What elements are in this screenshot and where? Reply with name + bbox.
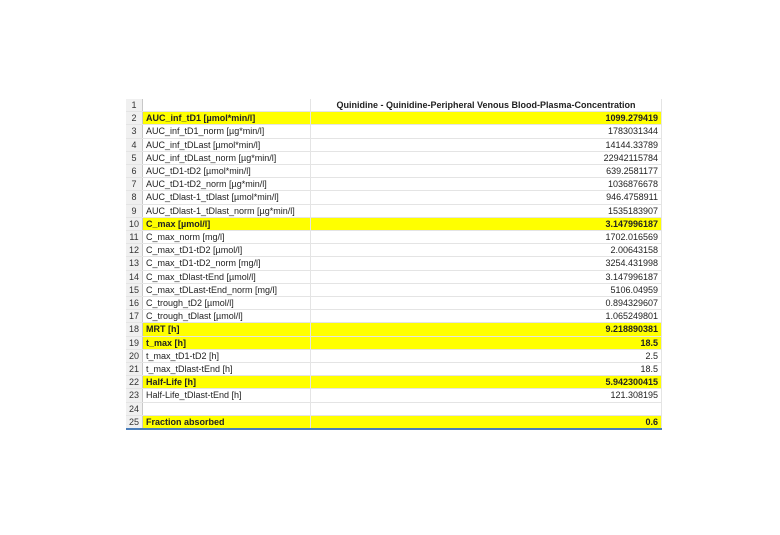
cell-value[interactable]: 5106.04959	[311, 283, 662, 296]
cell-value[interactable]: 2.00643158	[311, 244, 662, 257]
table-row	[126, 336, 662, 349]
table-row	[126, 283, 662, 296]
row-number[interactable]: 11	[126, 231, 143, 244]
cell-label[interactable]: AUC_tD1-tD2 [µmol*min/l]	[143, 165, 311, 178]
spreadsheet-body	[126, 99, 662, 429]
cell-value[interactable]: 18.5	[311, 336, 662, 349]
table-row	[126, 363, 662, 376]
table-row	[126, 204, 662, 217]
cell-value[interactable]: 121.308195	[311, 389, 662, 402]
table-row	[126, 270, 662, 283]
sheet-title-cell[interactable]: Quinidine - Quinidine-Peripheral Venous Blood-Plasma-Concentration	[311, 99, 662, 112]
row-number[interactable]: 1	[126, 99, 143, 112]
row-number[interactable]: 13	[126, 257, 143, 270]
table-row	[126, 376, 662, 389]
cell-value[interactable]: 1535183907	[311, 204, 662, 217]
row-number[interactable]: 25	[126, 415, 143, 429]
cell-label[interactable]: AUC_tD1-tD2_norm [µg*min/l]	[143, 178, 311, 191]
row-number[interactable]: 10	[126, 217, 143, 230]
row-number[interactable]: 18	[126, 323, 143, 336]
row-number[interactable]: 12	[126, 244, 143, 257]
cell-value[interactable]: 2.5	[311, 349, 662, 362]
cell-label[interactable]: C_max_tD1-tD2_norm [mg/l]	[143, 257, 311, 270]
row-number[interactable]: 9	[126, 204, 143, 217]
table-row	[126, 138, 662, 151]
table-row	[126, 125, 662, 138]
row-number[interactable]: 19	[126, 336, 143, 349]
cell-label[interactable]: Half-Life [h]	[143, 376, 311, 389]
table-row	[126, 151, 662, 164]
cell-label[interactable]: AUC_inf_tDLast_norm [µg*min/l]	[143, 151, 311, 164]
cell-value[interactable]: 639.2581177	[311, 165, 662, 178]
row-number[interactable]: 24	[126, 402, 143, 415]
row-number[interactable]: 5	[126, 151, 143, 164]
cell-label[interactable]: AUC_tDlast-1_tDlast [µmol*min/l]	[143, 191, 311, 204]
row-number[interactable]: 4	[126, 138, 143, 151]
table-row	[126, 297, 662, 310]
cell-label[interactable]: AUC_tDlast-1_tDlast_norm [µg*min/l]	[143, 204, 311, 217]
table-row	[126, 217, 662, 230]
cell-label[interactable]: C_max [µmol/l]	[143, 217, 311, 230]
cell-value[interactable]: 18.5	[311, 363, 662, 376]
row-number[interactable]: 20	[126, 349, 143, 362]
table-row	[126, 257, 662, 270]
cell-value[interactable]: 14144.33789	[311, 138, 662, 151]
cell-value[interactable]	[311, 402, 662, 415]
cell-label[interactable]: Half-Life_tDlast-tEnd [h]	[143, 389, 311, 402]
cell-label[interactable]: t_max_tDlast-tEnd [h]	[143, 363, 311, 376]
cell-label[interactable]: t_max_tD1-tD2 [h]	[143, 349, 311, 362]
cell-value[interactable]: 1702.016569	[311, 231, 662, 244]
cell-label[interactable]: AUC_inf_tD1_norm [µg*min/l]	[143, 125, 311, 138]
row-number[interactable]: 22	[126, 376, 143, 389]
cell-label[interactable]: C_max_tDlast-tEnd [µmol/l]	[143, 270, 311, 283]
table-row	[126, 323, 662, 336]
cell-value[interactable]: 9.218890381	[311, 323, 662, 336]
cell-value[interactable]: 0.894329607	[311, 297, 662, 310]
cell-value[interactable]: 3254.431998	[311, 257, 662, 270]
cell-label[interactable]: AUC_inf_tD1 [µmol*min/l]	[143, 112, 311, 125]
cell-value[interactable]: 1099.279419	[311, 112, 662, 125]
table-row	[126, 402, 662, 415]
cell-label[interactable]	[143, 402, 311, 415]
cell-value[interactable]: 1036876678	[311, 178, 662, 191]
cell-label[interactable]: t_max [h]	[143, 336, 311, 349]
table-row	[126, 165, 662, 178]
table-row	[126, 99, 662, 112]
row-number[interactable]: 17	[126, 310, 143, 323]
cell-value[interactable]: 1.065249801	[311, 310, 662, 323]
table-row	[126, 112, 662, 125]
row-number[interactable]: 7	[126, 178, 143, 191]
table-row	[126, 415, 662, 429]
table-row	[126, 310, 662, 323]
row-number[interactable]: 15	[126, 283, 143, 296]
cell-value[interactable]: 0.6	[311, 415, 662, 429]
cell-label[interactable]: C_max_norm [mg/l]	[143, 231, 311, 244]
cell-label[interactable]: C_max_tD1-tD2 [µmol/l]	[143, 244, 311, 257]
row-number[interactable]: 21	[126, 363, 143, 376]
table-row	[126, 191, 662, 204]
cell-value[interactable]: 3.147996187	[311, 270, 662, 283]
cell-value[interactable]: 5.942300415	[311, 376, 662, 389]
cell-label[interactable]: AUC_inf_tDLast [µmol*min/l]	[143, 138, 311, 151]
cell-label[interactable]: C_trough_tD2 [µmol/l]	[143, 297, 311, 310]
table-row	[126, 349, 662, 362]
cell-value[interactable]: 3.147996187	[311, 217, 662, 230]
cell-label[interactable]: C_max_tDLast-tEnd_norm [mg/l]	[143, 283, 311, 296]
row-number[interactable]: 3	[126, 125, 143, 138]
row-number[interactable]: 23	[126, 389, 143, 402]
table-row	[126, 178, 662, 191]
table-row	[126, 244, 662, 257]
cell-label[interactable]: Fraction absorbed	[143, 415, 311, 429]
cell-value[interactable]: 946.4758911	[311, 191, 662, 204]
cell-label[interactable]: MRT [h]	[143, 323, 311, 336]
spreadsheet-table	[126, 99, 662, 430]
table-row	[126, 231, 662, 244]
row-number[interactable]: 8	[126, 191, 143, 204]
row-number[interactable]: 2	[126, 112, 143, 125]
cell-value[interactable]: 1783031344	[311, 125, 662, 138]
row-number[interactable]: 16	[126, 297, 143, 310]
cell-value[interactable]: 22942115784	[311, 151, 662, 164]
table-row	[126, 389, 662, 402]
cell-label[interactable]: C_trough_tDlast [µmol/l]	[143, 310, 311, 323]
row-number[interactable]: 14	[126, 270, 143, 283]
cell-label[interactable]	[143, 99, 311, 112]
row-number[interactable]: 6	[126, 165, 143, 178]
